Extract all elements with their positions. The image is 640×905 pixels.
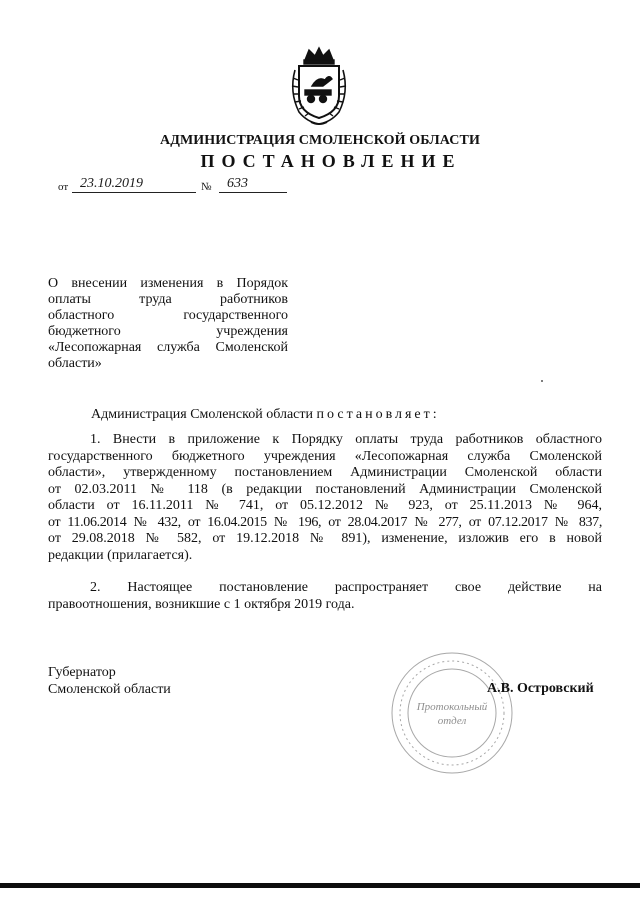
- decree-prefix: Администрация Смоленской области: [91, 407, 317, 422]
- date-field: 23.10.2019: [72, 176, 196, 193]
- number-label: №: [201, 181, 212, 193]
- official-stamp: [385, 648, 520, 778]
- subject-line: бюджетного учреждения: [48, 324, 288, 339]
- paragraph-line: от 11.06.2014 № 432, от 16.04.2015 № 196, от 28.04.2017 № 277, от 07.12.2017 № 837,: [48, 514, 602, 530]
- decree-spaced-word: постановляет:: [316, 407, 440, 422]
- svg-text:отдел: отдел: [437, 715, 467, 727]
- date-label: от: [58, 181, 69, 193]
- paragraph-line: 1. Внести в приложение к Порядку оплаты труда работников областного: [90, 432, 602, 447]
- paragraph-line: государственного бюджетного учреждения «Лесопожарная служба Смоленской: [48, 448, 602, 464]
- paragraph-line: от 02.03.2011 № 118 (в редакции постановлений Администрации Смоленской: [48, 481, 602, 497]
- paragraph-line: 2. Настоящее постановление распространяет свое действие на: [90, 580, 602, 595]
- signer-position-line: Губернатор: [48, 665, 116, 680]
- decree-statement: [91, 407, 440, 423]
- organization-title: АДМИНИСТРАЦИЯ СМОЛЕНСКОЙ ОБЛАСТИ: [160, 133, 480, 148]
- paragraph-line: области», утвержденному постановлением Администрации Смоленской области: [48, 465, 602, 480]
- paragraph-line: правоотношения, возникшие с 1 октября 2019 года.: [48, 596, 355, 612]
- signer-position-line: Смоленской области: [48, 682, 171, 697]
- paragraph-line: области от 16.11.2011 № 741, от 05.12.2012 № 923, от 25.11.2013 № 964,: [48, 498, 602, 513]
- subject-line: области»: [48, 356, 102, 371]
- stamp-text: Протокольный: [416, 701, 488, 713]
- paragraph-1: [48, 432, 602, 564]
- scan-edge-bar: [0, 883, 640, 888]
- scan-speck: [541, 380, 543, 382]
- subject-line: «Лесопожарная служба Смоленской: [48, 340, 288, 355]
- coat-of-arms-emblem: [285, 46, 353, 128]
- document-subject: [48, 276, 288, 372]
- subject-line: областного государственного: [48, 308, 288, 323]
- signer-name: А.В. Островский: [487, 681, 594, 696]
- paragraph-line: редакции (прилагается).: [48, 547, 193, 563]
- signer-position: [48, 664, 171, 698]
- subject-line: О внесении изменения в Порядок: [48, 276, 288, 291]
- paragraph-line: от 29.08.2018 № 582, от 19.12.2018 № 891), изменение, изложив его в новой: [48, 531, 602, 546]
- paragraph-2: [48, 580, 602, 613]
- subject-line: оплаты труда работников: [48, 292, 288, 307]
- number-field: 633: [219, 176, 287, 193]
- document-type-title: ПОСТАНОВЛЕНИЕ: [200, 151, 462, 171]
